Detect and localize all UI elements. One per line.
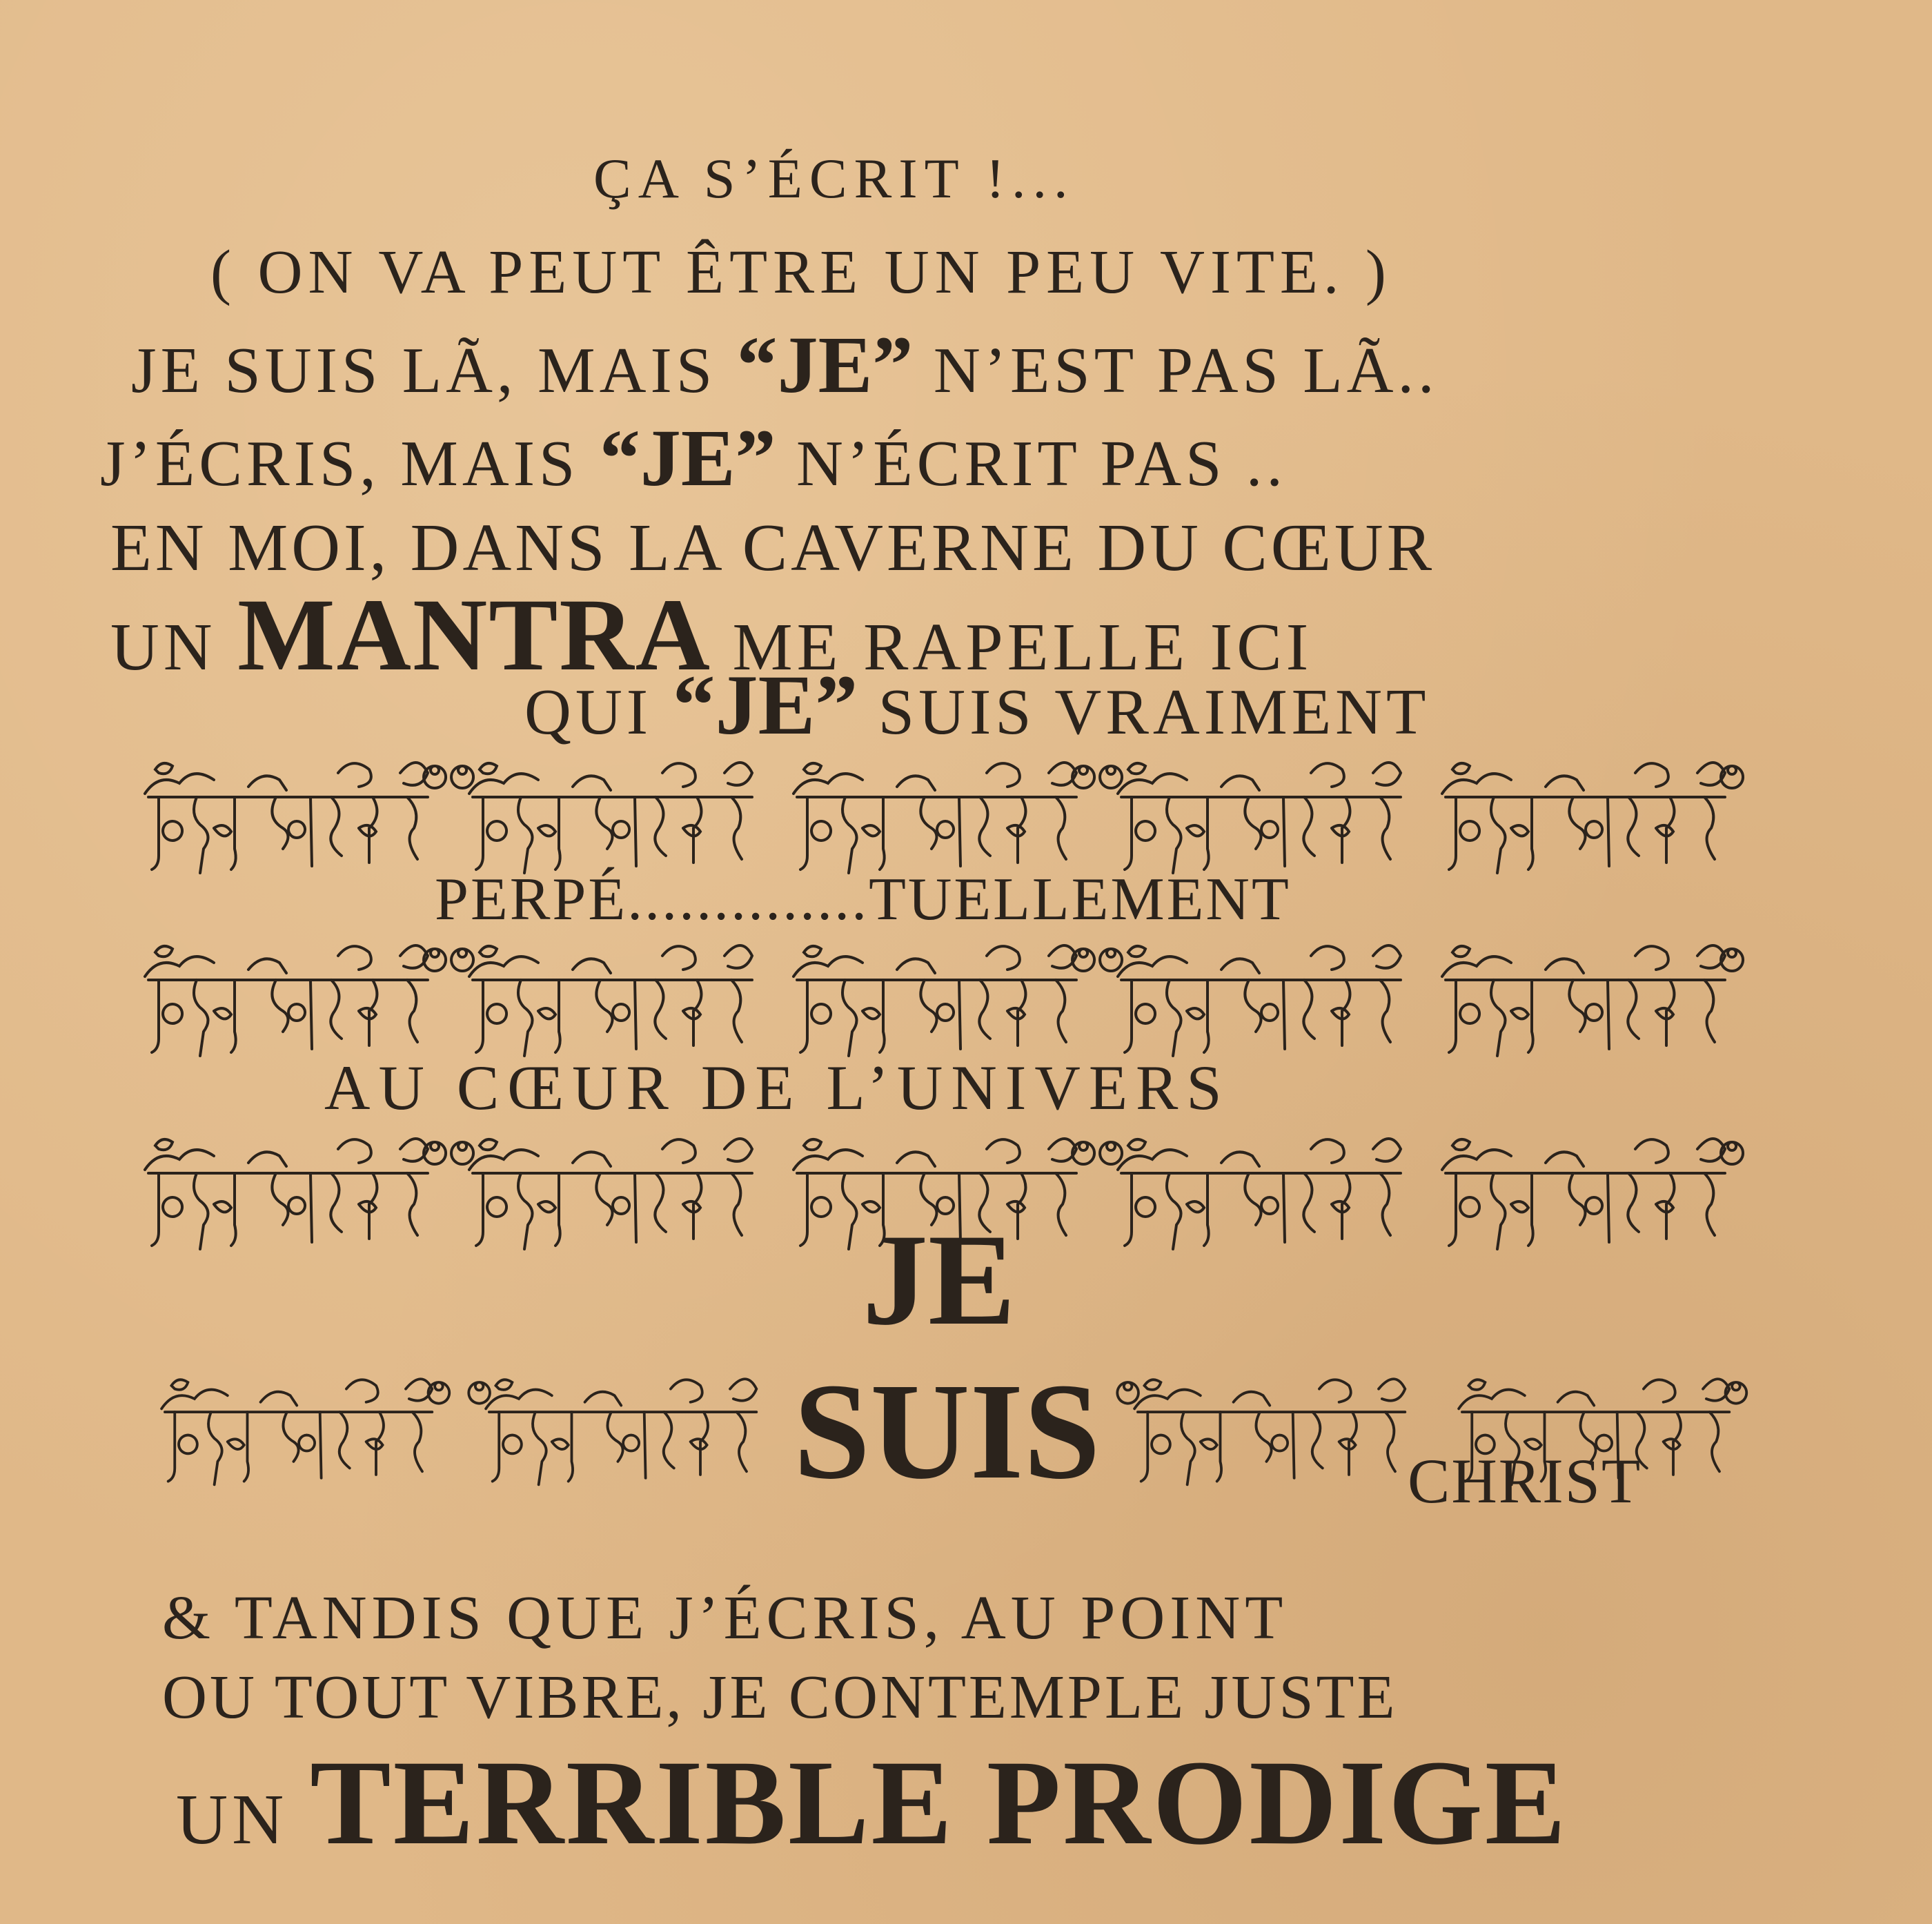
tibetan-mantra-script-icon <box>1428 745 1746 883</box>
tibetan-mantra-script-icon <box>1104 925 1421 1070</box>
tibetan-mantra-script-icon <box>455 745 773 883</box>
tibetan-mantra-script-icon <box>131 1118 448 1263</box>
line-qui-a: QUI <box>524 676 673 748</box>
line-tandis: & TANDIS QUE J’ÉCRIS, AU POINT <box>162 1584 1288 1652</box>
tibetan-mantra-script-icon <box>455 1118 773 1263</box>
line-tout-vibre: OU TOUT VIBRE, JE CONTEMPLE JUSTE <box>162 1663 1398 1731</box>
tibetan-mantra-script-icon <box>1428 925 1746 1070</box>
tibetan-mantra-script-icon <box>780 925 1097 1070</box>
tibetan-mantra-script-icon <box>1428 1118 1746 1263</box>
tibetan-mantra-script-icon <box>1104 745 1421 883</box>
je-large: JE <box>862 1208 1016 1353</box>
line-jecris-mais-a: J’ÉCRIS, MAIS <box>100 428 600 500</box>
tibetan-mantra-script-icon <box>455 925 773 1070</box>
line-on-va-vite: ( ON VA PEUT ÊTRE UN PEU VITE. ) <box>210 238 1392 306</box>
mantra-row-2 <box>0 925 1932 1070</box>
line-mantra-a: UN <box>110 610 238 685</box>
mantra-word: MANTRA <box>237 578 711 692</box>
suis-large: SUIS <box>793 1355 1101 1508</box>
line-je-suis-la-a: JE SUIS LÃ, MAIS <box>131 335 737 406</box>
line-qui-je-suis <box>524 658 1430 752</box>
tibetan-mantra-script-icon <box>473 1353 776 1504</box>
line-je-suis-la-c: N’EST PAS LÃ.. <box>913 335 1439 406</box>
tibetan-mantra-script-icon <box>1104 1118 1421 1263</box>
christ-word: CHRIST <box>1408 1446 1642 1516</box>
tibetan-mantra-script-icon <box>131 745 448 883</box>
je-quoted-1: “JE” <box>736 320 914 410</box>
line-jecris-mais-c: N’ÉCRIT PAS .. <box>776 428 1287 500</box>
line-je-suis-la <box>131 320 1439 410</box>
je-quoted-3: “JE” <box>672 658 858 752</box>
tibetan-mantra-script-icon <box>148 1353 452 1504</box>
line-qui-c: SUIS VRAIMENT <box>858 676 1430 748</box>
line-mantra-c: ME RAPELLE ICI <box>711 610 1313 685</box>
terrible-prodige-words: TERRIBLE PRODIGE <box>310 1736 1568 1870</box>
line-au-coeur-univers: AU CŒUR DE L’UNIVERS <box>324 1052 1230 1123</box>
line-jecris-mais <box>100 413 1287 503</box>
line-en-moi: EN MOI, DANS LA CAVERNE DU CŒUR <box>110 511 1436 585</box>
tibetan-mantra-script-icon <box>780 745 1097 883</box>
je-quoted-2: “JE” <box>599 413 776 503</box>
line-ca-secrit: ÇA S’ÉCRIT !... <box>593 147 1075 210</box>
mantra-row-1 <box>0 745 1932 883</box>
line-terrible-prodige <box>176 1736 1568 1870</box>
tibetan-mantra-script-icon <box>131 925 448 1070</box>
line-terrible-a: UN <box>176 1780 310 1859</box>
tibetan-mantra-script-icon <box>1121 1353 1425 1504</box>
line-perpetuellement: PERPÉ..............TUELLEMENT <box>435 866 1291 933</box>
